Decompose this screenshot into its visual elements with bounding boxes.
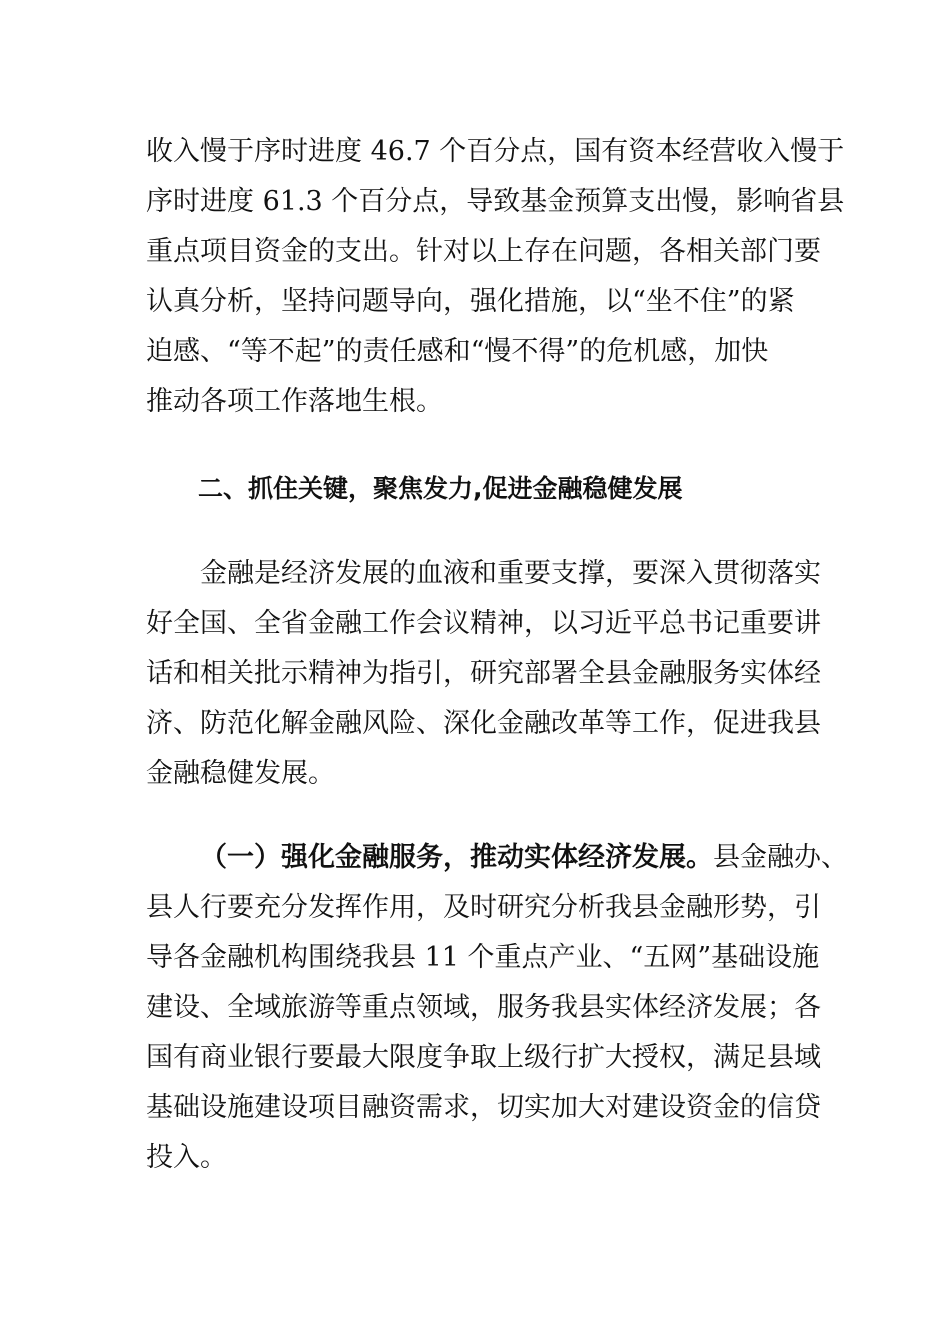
body-text-line: 国有商业银行要最大限度争取上级行扩大授权，满足县域: [146, 1042, 821, 1073]
body-text-line: 推动各项工作落地生根。: [146, 386, 443, 417]
body-text-line: 金融是经济发展的血液和重要支撑，要深入贯彻落实: [200, 558, 821, 589]
body-text-line: 重点项目资金的支出。针对以上存在问题，各相关部门要: [146, 236, 821, 267]
body-text-line: 县人行要充分发挥作用，及时研究分析我县金融形势，引: [146, 892, 821, 923]
body-text-line: 好全国、全省金融工作会议精神，以习近平总书记重要讲: [146, 608, 821, 639]
body-text-line: 认真分析，坚持问题导向，强化措施，以“坐不住”的紧: [146, 286, 795, 317]
body-text-line: 投入。: [146, 1142, 227, 1173]
body-text-line: 迫感、“等不起”的责任感和“慢不得”的危机感，加快: [146, 336, 769, 367]
body-text-line: 收入慢于序时进度 46.7 个百分点，国有资本经营收入慢于: [146, 136, 845, 167]
body-text-line: 建设、全域旅游等重点领域，服务我县实体经济发展；各: [146, 992, 821, 1023]
body-text-line: 话和相关批示精神为指引，研究部署全县金融服务实体经: [146, 658, 821, 689]
subsection-lead: （一）强化金融服务，推动实体经济发展。: [200, 842, 713, 873]
section-heading: 二、抓住关键，聚焦发力,促进金融稳健发展: [198, 474, 683, 503]
body-text-line: [200, 838, 848, 878]
body-text-line: 济、防范化解金融风险、深化金融改革等工作，促进我县: [146, 708, 821, 739]
subsection-lead-rest: 县金融办、: [713, 842, 848, 873]
body-text-line: 序时进度 61.3 个百分点，导致基金预算支出慢，影响省县: [146, 186, 845, 217]
body-text-line: 基础设施建设项目融资需求，切实加大对建设资金的信贷: [146, 1092, 821, 1123]
body-text-line: 金融稳健发展。: [146, 758, 335, 789]
body-text-line: 导各金融机构围绕我县 11 个重点产业、“五网”基础设施: [146, 942, 820, 973]
